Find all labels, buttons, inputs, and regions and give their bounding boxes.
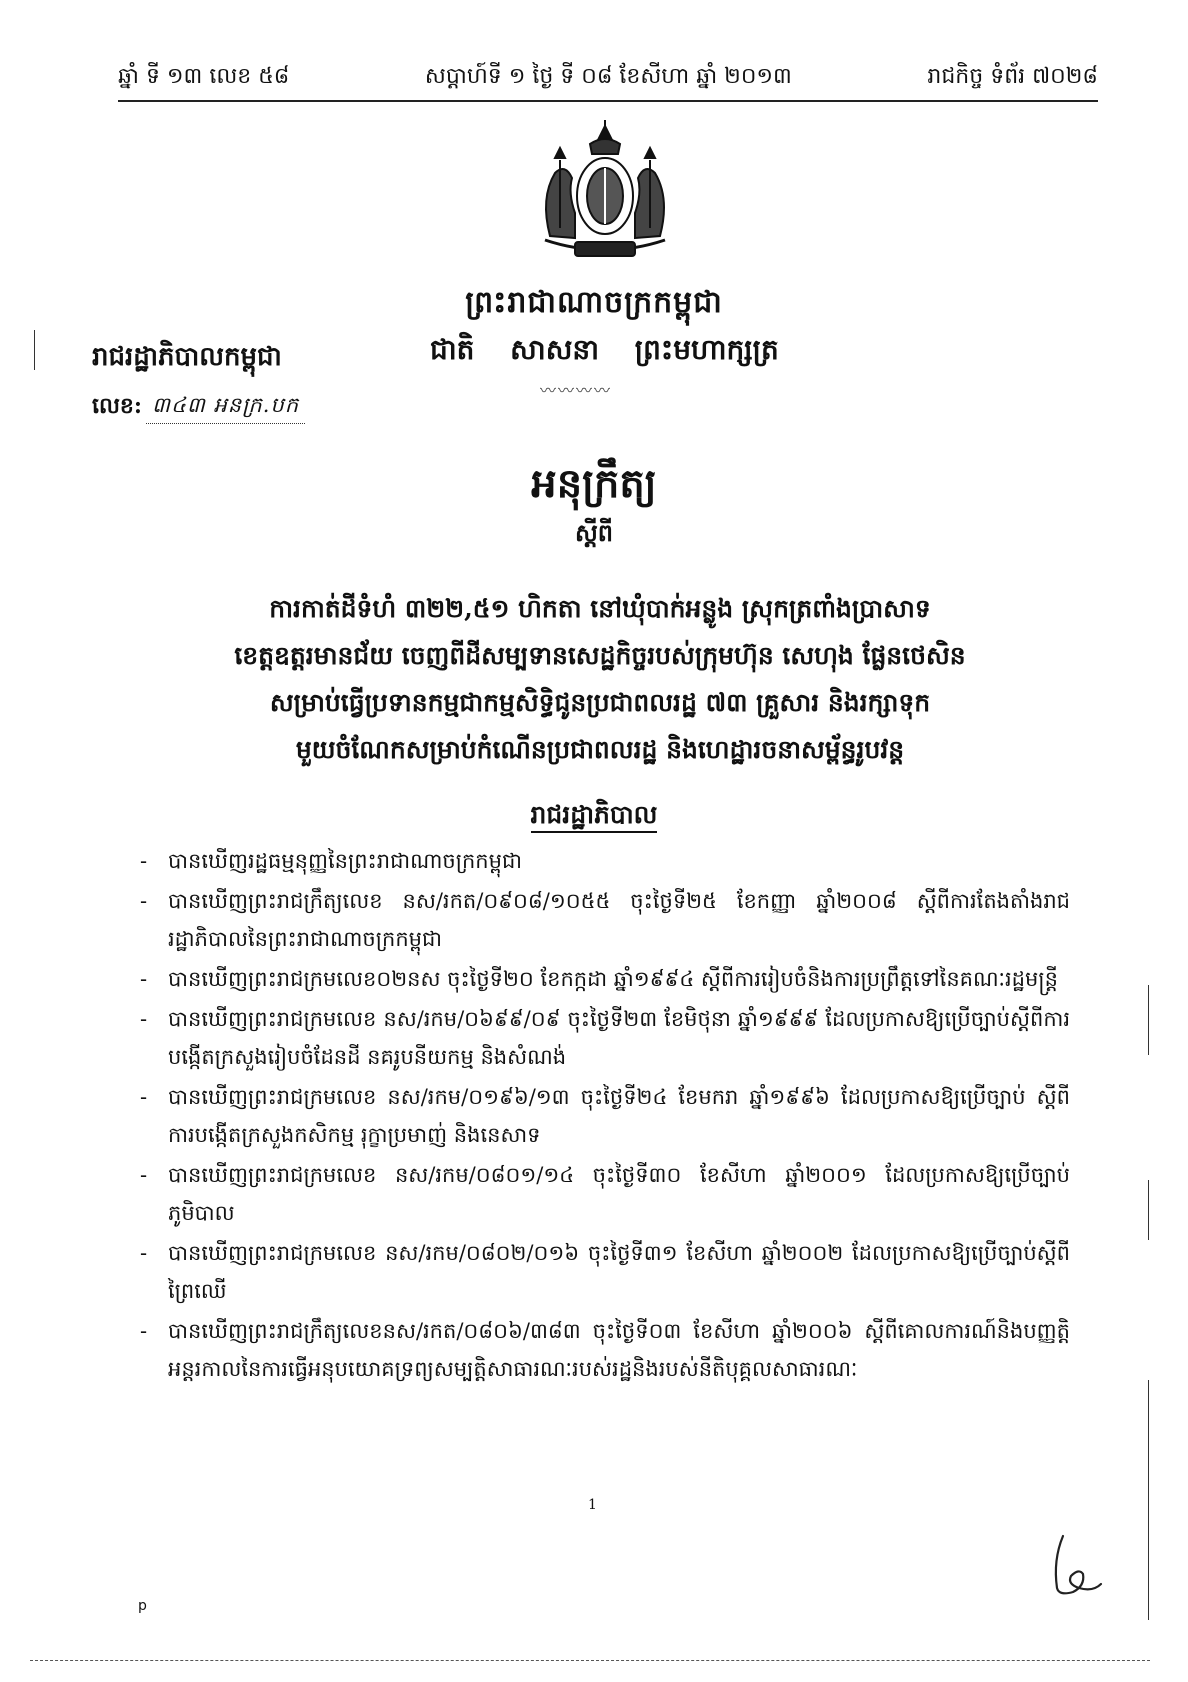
section-heading <box>0 800 1188 836</box>
subject-line: សម្រាប់ធ្វើប្រទានកម្មជាកម្មសិទ្ធិជូនប្រជាពលរដ្ឋ ៧៣ គ្រួសារ និងរក្សាទុក <box>269 688 931 717</box>
kingdom-title: ព្រះរាជាណាចក្រកម្ពុជា <box>465 285 723 320</box>
reference-number <box>92 392 305 424</box>
footer-mark: p <box>138 1598 147 1614</box>
bottom-divider <box>30 1660 1150 1661</box>
clause-item: - បានឃើញព្រះរាជក្រមលេខ០២នស ចុះថ្ងៃទី២០ ខែកក្កដា ឆ្នាំ១៩៩៤ ស្តីពីការរៀបចំនិងការប្រព្រឹត្តទៅនៃគណៈរដ្ឋមន្ត្រី <box>140 960 1070 998</box>
gazette-date: សប្តាហ៍ទី ១ ថ្ងៃ ទី ០៨ ខែសីហា ឆ្នាំ ២០១៣ <box>424 64 792 89</box>
national-motto: ជាតិ សាសនា ព្រះមហាក្សត្រ <box>430 333 779 366</box>
scan-edge <box>1148 985 1149 1055</box>
subject-line: ការកាត់ដីទំហំ ៣២២,៥១ ហិកតា នៅឃុំបាក់អន្លូង ស្រុកត្រពាំងប្រាសាទ <box>269 594 931 623</box>
clause-item: - បានឃើញព្រះរាជក្រមលេខ នស/រកម/០៨០២/០១៦ ចុះថ្ងៃទី៣១ ខែសីហា ឆ្នាំ២០០២ ដែលប្រកាសឱ្យប្រើច្បាប់ស្តីពីព្រៃឈើ <box>140 1234 1070 1310</box>
subject-line: មួយចំណែកសម្រាប់កំណើនប្រជាពលរដ្ឋ និងហេដ្ឋារចនាសម្ព័ន្ធរូបវន្ត <box>295 735 905 764</box>
scan-edge <box>34 330 35 370</box>
reference-label: លេខ: <box>92 393 143 419</box>
preamble-clauses <box>140 842 1070 1390</box>
clause-item: - បានឃើញរដ្ឋធម្មនុញ្ញនៃព្រះរាជាណាចក្រកម្ពុជា <box>140 842 1070 880</box>
header-divider <box>118 100 1098 102</box>
clause-item: - បានឃើញព្រះរាជក្រមលេខ នស/រកម/០១៩៦/១៣ ចុះថ្ងៃទី២៤ ខែមករា ឆ្នាំ១៩៩៦ ដែលប្រកាសឱ្យប្រើច្បាប់ ស្តីពីការបង្កើតក្រសួងកសិកម្ម រុក្ខាប្រមាញ់ និងនេសាទ <box>140 1078 1070 1154</box>
document-type-title: អនុក្រឹត្យ <box>531 460 657 507</box>
subject-line: ខេត្តឧត្តរមានជ័យ ចេញពីដីសម្បទានសេដ្ឋកិច្ចរបស់ក្រុមហ៊ុន សេហុង ផ្លែនថេសិន <box>234 641 966 670</box>
handwritten-initials-icon <box>1045 1530 1115 1600</box>
clause-item: - បានឃើញព្រះរាជក្រមលេខ នស/រកម/០៨០១/១៤ ចុះថ្ងៃទី៣០ ខែសីហា ឆ្នាំ២០០១ ដែលប្រកាសឱ្យប្រើច្បាប់ភូមិបាល <box>140 1156 1070 1232</box>
document-subject <box>140 585 1060 773</box>
reference-value: ៣៤៣ អនក្រ.បក <box>146 392 305 424</box>
section-heading-text: រាជរដ្ឋាភិបាល <box>531 800 658 833</box>
gazette-header <box>118 62 1098 94</box>
royal-coat-of-arms-icon <box>520 118 690 268</box>
clause-item: - បានឃើញព្រះរាជក្រឹត្យលេខនស/រកត/០៨០៦/៣៨៣ ចុះថ្ងៃទី០៣ ខែសីហា ឆ្នាំ២០០៦ ស្តីពីគោលការណ៍និងបញ្ញត្តិអន្តរកាលនៃការធ្វើអនុបយោគទ្រព្យសម្បត្តិសាធារណៈរបស់រដ្ឋនិងរបស់នីតិបុគ្គលសាធារណៈ <box>140 1312 1070 1388</box>
page-number: 1 <box>588 1497 597 1513</box>
issuer-label: រាជរដ្ឋាភិបាលកម្ពុជា <box>92 342 282 372</box>
clause-item: - បានឃើញព្រះរាជក្រមលេខ នស/រកម/០៦៩៩/០៩ ចុះថ្ងៃទី២៣ ខែមិថុនា ឆ្នាំ១៩៩៩ ដែលប្រកាសឱ្យប្រើច្បាប់ស្តីពីការបង្កើតក្រសួងរៀបចំដែនដី នគរូបនីយកម្ម និងសំណង់ <box>140 1000 1070 1076</box>
ornament-divider: 〰〰〰〰 <box>540 381 613 400</box>
clause-item: - បានឃើញព្រះរាជក្រឹត្យលេខ នស/រកត/០៩០៨/១០៥៥ ចុះថ្ងៃទី២៥ ខែកញ្ញា ឆ្នាំ២០០៨ ស្តីពីការតែងតាំងរាជរដ្ឋាភិបាលនៃព្រះរាជាណាចក្រកម្ពុជា <box>140 882 1070 958</box>
scan-edge <box>1148 1180 1149 1240</box>
document-about: ស្តីពី <box>574 518 614 547</box>
gazette-page: រាជកិច្ច ទំព័រ ៧០២៨ <box>927 64 1098 89</box>
year-issue: ឆ្នាំ ទី ១៣ លេខ ៥៨ <box>118 64 290 89</box>
scan-edge <box>1148 1380 1149 1620</box>
